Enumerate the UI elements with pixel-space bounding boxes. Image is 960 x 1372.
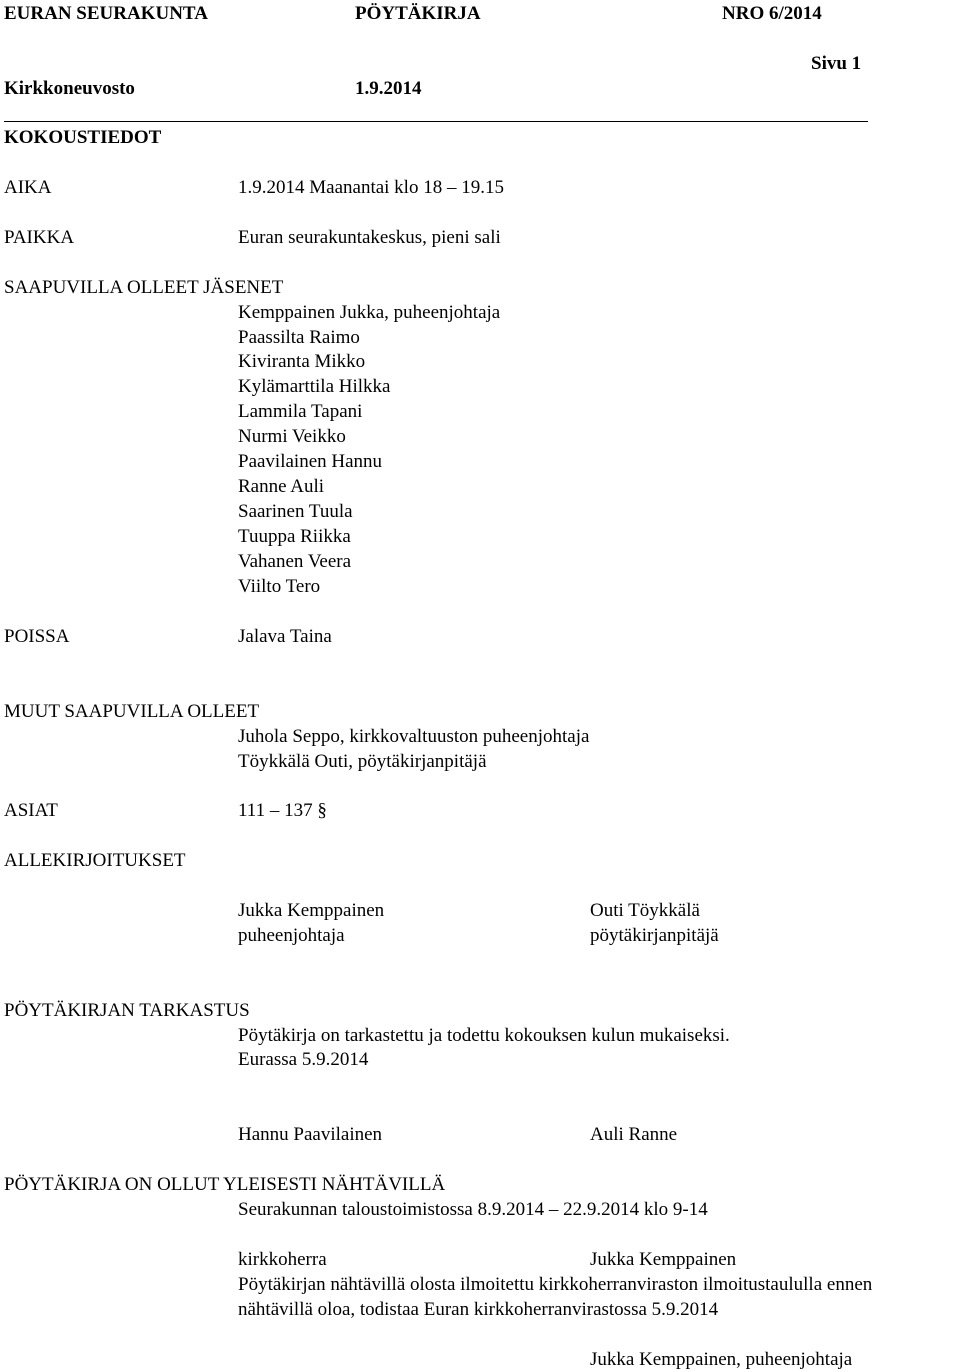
time-label: AIKA bbox=[4, 177, 52, 198]
public-role-name: Jukka Kemppainen bbox=[590, 1249, 737, 1270]
chair-role: puheenjohtaja bbox=[238, 925, 345, 946]
member-item: Saarinen Tuula bbox=[238, 501, 353, 522]
member-item: Paavilainen Hannu bbox=[238, 451, 383, 472]
member-item: Kiviranta Mikko bbox=[238, 351, 366, 372]
reviewer-1: Hannu Paavilainen bbox=[238, 1124, 383, 1145]
signatures-label: ALLEKIRJOITUKSET bbox=[4, 850, 186, 871]
review-text: Pöytäkirja on tarkastettu ja todettu kokouksen kulun mukaiseksi. bbox=[238, 1025, 730, 1046]
chair-name: Jukka Kemppainen bbox=[238, 900, 385, 921]
member-item: Tuuppa Riikka bbox=[238, 526, 351, 547]
members-label: SAAPUVILLA OLLEET JÄSENET bbox=[4, 277, 284, 298]
header-body: Kirkkoneuvosto bbox=[4, 78, 135, 99]
member-item: Kemppainen Jukka, puheenjohtaja bbox=[238, 302, 501, 323]
public-role: kirkkoherra bbox=[238, 1249, 327, 1270]
others-label: MUUT SAAPUVILLA OLLEET bbox=[4, 701, 260, 722]
time-value: 1.9.2014 Maanantai klo 18 – 19.15 bbox=[238, 177, 504, 198]
review-label: PÖYTÄKIRJAN TARKASTUS bbox=[4, 1000, 250, 1021]
public-location: Seurakunnan taloustoimistossa 8.9.2014 – 22.9.2014 klo 9-14 bbox=[238, 1199, 708, 1220]
member-item: Ranne Auli bbox=[238, 476, 325, 497]
absent-value: Jalava Taina bbox=[238, 626, 332, 647]
matters-label: ASIAT bbox=[4, 800, 58, 821]
member-item: Nurmi Veikko bbox=[238, 426, 346, 447]
public-certifier: Jukka Kemppainen, puheenjohtaja bbox=[590, 1349, 853, 1370]
reviewer-2: Auli Ranne bbox=[590, 1124, 678, 1145]
public-notice-line-2: nähtävillä oloa, todistaa Euran kirkkoherranvirastossa 5.9.2014 bbox=[238, 1299, 719, 1320]
member-item: Vahanen Veera bbox=[238, 551, 352, 572]
place-value: Euran seurakuntakeskus, pieni sali bbox=[238, 227, 501, 248]
header-doc-type: PÖYTÄKIRJA bbox=[355, 3, 481, 24]
place-label: PAIKKA bbox=[4, 227, 75, 248]
member-item: Viilto Tero bbox=[238, 576, 321, 597]
member-item: Paassilta Raimo bbox=[238, 327, 360, 348]
header-divider bbox=[4, 121, 868, 122]
meeting-title: KOKOUSTIEDOT bbox=[4, 127, 162, 148]
member-item: Lammila Tapani bbox=[238, 401, 363, 422]
secretary-name: Outi Töykkälä bbox=[590, 900, 700, 921]
header-org: EURAN SEURAKUNTA bbox=[4, 3, 208, 24]
matters-value: 111 – 137 § bbox=[238, 800, 327, 821]
others-item: Juhola Seppo, kirkkovaltuuston puheenjohtaja bbox=[238, 726, 590, 747]
header-number: NRO 6/2014 bbox=[722, 3, 822, 24]
secretary-role: pöytäkirjanpitäjä bbox=[590, 925, 719, 946]
absent-label: POISSA bbox=[4, 626, 70, 647]
review-place-date: Eurassa 5.9.2014 bbox=[238, 1049, 369, 1070]
member-item: Kylämarttila Hilkka bbox=[238, 376, 391, 397]
public-label: PÖYTÄKIRJA ON OLLUT YLEISESTI NÄHTÄVILLÄ bbox=[4, 1174, 446, 1195]
header-date: 1.9.2014 bbox=[355, 78, 422, 99]
public-notice-line-1: Pöytäkirjan nähtävillä olosta ilmoitettu kirkkoherranviraston ilmoitustaululla ennen bbox=[238, 1274, 873, 1295]
others-item: Töykkälä Outi, pöytäkirjanpitäjä bbox=[238, 751, 487, 772]
header-page: Sivu 1 bbox=[811, 53, 862, 74]
